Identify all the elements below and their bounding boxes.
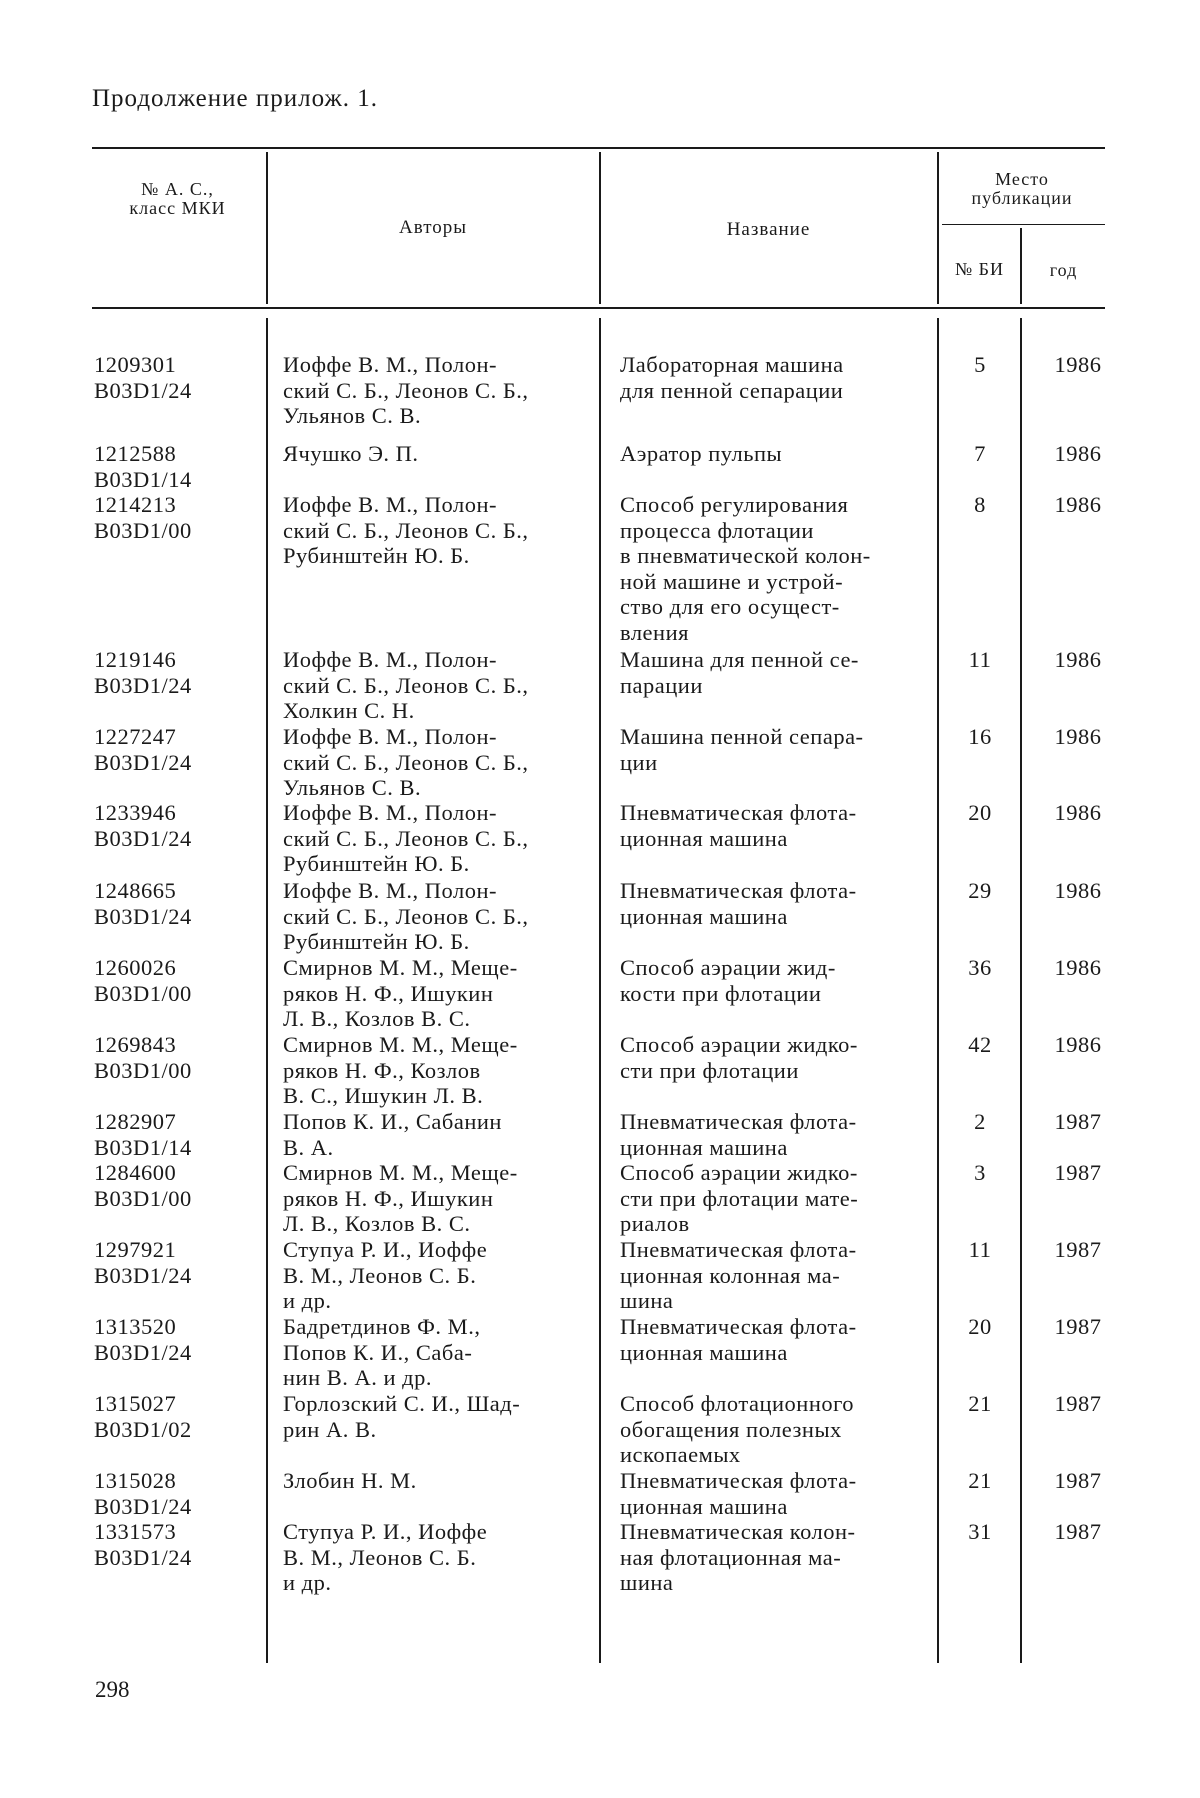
header-sub-rule bbox=[942, 224, 1105, 225]
cell-patent-number: 1331573 B03D1/24 bbox=[94, 1519, 192, 1570]
table-top-rule bbox=[92, 147, 1105, 149]
cell-invention-title: Способ регулирования процесса флотации в пневматической колон- ной машине и устрой- ство для его осущест- вления bbox=[620, 492, 871, 645]
cell-bulletin-number: 11 bbox=[968, 647, 992, 672]
cell-invention-title: Способ аэрации жидко- сти при флотации bbox=[620, 1032, 858, 1083]
cell-invention-title: Машина для пенной се- парации bbox=[620, 647, 859, 698]
cell-publication-year: 1987 bbox=[1054, 1468, 1102, 1493]
cell-publication-year: 1986 bbox=[1054, 647, 1102, 672]
cell-bulletin-number: 3 bbox=[974, 1160, 986, 1185]
cell-invention-title: Лабораторная машина для пенной сепарации bbox=[620, 352, 844, 403]
cell-bulletin-number: 21 bbox=[968, 1468, 992, 1493]
cell-patent-number: 1284600 B03D1/00 bbox=[94, 1160, 192, 1211]
cell-patent-number: 1212588 B03D1/14 bbox=[94, 441, 192, 492]
table-caption: Продолжение прилож. 1. bbox=[92, 85, 378, 112]
body-sep-4 bbox=[1020, 318, 1022, 1663]
cell-publication-year: 1986 bbox=[1054, 1032, 1102, 1057]
cell-authors: Злобин Н. М. bbox=[283, 1468, 417, 1493]
cell-authors: Смирнов М. М., Меще- ряков Н. Ф., Козлов В. С., Ишукин Л. В. bbox=[283, 1032, 518, 1108]
header-place: Место публикации bbox=[971, 169, 1073, 208]
cell-invention-title: Машина пенной сепара- ции bbox=[620, 724, 864, 775]
cell-bulletin-number: 5 bbox=[974, 352, 986, 377]
cell-publication-year: 1986 bbox=[1054, 441, 1102, 466]
cell-authors: Иоффе В. М., Полон- ский С. Б., Леонов С. Б., Рубинштейн Ю. Б. bbox=[283, 492, 529, 568]
cell-bulletin-number: 42 bbox=[968, 1032, 992, 1057]
cell-patent-number: 1282907 B03D1/14 bbox=[94, 1109, 192, 1160]
cell-patent-number: 1269843 B03D1/00 bbox=[94, 1032, 192, 1083]
cell-authors: Горлозский С. И., Шад- рин А. В. bbox=[283, 1391, 521, 1442]
cell-patent-number: 1227247 B03D1/24 bbox=[94, 724, 192, 775]
cell-patent-number: 1315027 B03D1/02 bbox=[94, 1391, 192, 1442]
cell-authors: Иоффе В. М., Полон- ский С. Б., Леонов С. Б., Ульянов С. В. bbox=[283, 352, 529, 428]
header-year: год bbox=[1049, 260, 1078, 280]
cell-patent-number: 1313520 B03D1/24 bbox=[94, 1314, 192, 1365]
cell-authors: Ступуа Р. И., Иоффе В. М., Леонов С. Б. и др. bbox=[283, 1519, 488, 1595]
cell-patent-number: 1214213 B03D1/00 bbox=[94, 492, 192, 543]
cell-publication-year: 1987 bbox=[1054, 1109, 1102, 1134]
cell-patent-number: 1233946 B03D1/24 bbox=[94, 800, 192, 851]
cell-patent-number: 1260026 B03D1/00 bbox=[94, 955, 192, 1006]
header-title: Название bbox=[726, 219, 811, 240]
cell-authors: Бадретдинов Ф. М., Попов К. И., Саба- нин В. А. и др. bbox=[283, 1314, 481, 1390]
cell-bulletin-number: 29 bbox=[968, 878, 992, 903]
cell-invention-title: Пневматическая флота- ционная машина bbox=[620, 1314, 857, 1365]
cell-invention-title: Способ аэрации жид- кости при флотации bbox=[620, 955, 836, 1006]
header-authors: Авторы bbox=[398, 217, 468, 238]
cell-patent-number: 1248665 B03D1/24 bbox=[94, 878, 192, 929]
cell-publication-year: 1987 bbox=[1054, 1314, 1102, 1339]
body-sep-1 bbox=[266, 318, 268, 1663]
cell-authors: Иоффе В. М., Полон- ский С. Б., Леонов С. Б., Рубинштейн Ю. Б. bbox=[283, 878, 529, 954]
cell-patent-number: 1297921 B03D1/24 bbox=[94, 1237, 192, 1288]
cell-invention-title: Пневматическая флота- ционная машина bbox=[620, 1109, 857, 1160]
cell-publication-year: 1987 bbox=[1054, 1519, 1102, 1544]
cell-publication-year: 1987 bbox=[1054, 1160, 1102, 1185]
cell-invention-title: Способ аэрации жидко- сти при флотации мате- риалов bbox=[620, 1160, 859, 1236]
cell-patent-number: 1209301 B03D1/24 bbox=[94, 352, 192, 403]
cell-publication-year: 1986 bbox=[1054, 878, 1102, 903]
cell-bulletin-number: 31 bbox=[968, 1519, 992, 1544]
cell-authors: Иоффе В. М., Полон- ский С. Б., Леонов С. Б., Рубинштейн Ю. Б. bbox=[283, 800, 529, 876]
cell-patent-number: 1219146 B03D1/24 bbox=[94, 647, 192, 698]
cell-authors: Попов К. И., Сабанин В. А. bbox=[283, 1109, 502, 1160]
cell-authors: Ячушко Э. П. bbox=[283, 441, 419, 466]
cell-publication-year: 1986 bbox=[1054, 800, 1102, 825]
cell-patent-number: 1315028 B03D1/24 bbox=[94, 1468, 192, 1519]
page-number: 298 bbox=[95, 1677, 130, 1702]
cell-invention-title: Способ флотационного обогащения полезных ископаемых bbox=[620, 1391, 855, 1467]
cell-publication-year: 1986 bbox=[1054, 955, 1102, 980]
cell-bulletin-number: 20 bbox=[968, 800, 992, 825]
cell-publication-year: 1986 bbox=[1054, 724, 1102, 749]
cell-authors: Ступуа Р. И., Иоффе В. М., Леонов С. Б. и др. bbox=[283, 1237, 488, 1313]
cell-authors: Смирнов М. М., Меще- ряков Н. Ф., Ишукин Л. В., Козлов В. С. bbox=[283, 955, 518, 1031]
cell-authors: Иоффе В. М., Полон- ский С. Б., Леонов С. Б., Холкин С. Н. bbox=[283, 647, 529, 723]
cell-invention-title: Пневматическая колон- ная флотационная ма- шина bbox=[620, 1519, 856, 1595]
cell-invention-title: Пневматическая флота- ционная колонная ма- шина bbox=[620, 1237, 857, 1313]
cell-bulletin-number: 11 bbox=[968, 1237, 992, 1262]
header-number: № А. С., класс МКИ bbox=[129, 179, 226, 218]
cell-invention-title: Аэратор пульпы bbox=[620, 441, 783, 466]
cell-publication-year: 1987 bbox=[1054, 1237, 1102, 1262]
cell-publication-year: 1986 bbox=[1054, 492, 1102, 517]
cell-bulletin-number: 2 bbox=[974, 1109, 986, 1134]
cell-publication-year: 1986 bbox=[1054, 352, 1102, 377]
cell-bulletin-number: 16 bbox=[968, 724, 992, 749]
cell-bulletin-number: 36 bbox=[968, 955, 992, 980]
cell-invention-title: Пневматическая флота- ционная машина bbox=[620, 1468, 857, 1519]
cell-invention-title: Пневматическая флота- ционная машина bbox=[620, 878, 857, 929]
cell-bulletin-number: 7 bbox=[974, 441, 986, 466]
header-bottom-rule bbox=[92, 307, 1105, 309]
cell-bulletin-number: 21 bbox=[968, 1391, 992, 1416]
cell-invention-title: Пневматическая флота- ционная машина bbox=[620, 800, 857, 851]
cell-bulletin-number: 8 bbox=[974, 492, 986, 517]
cell-publication-year: 1987 bbox=[1054, 1391, 1102, 1416]
cell-authors: Смирнов М. М., Меще- ряков Н. Ф., Ишукин Л. В., Козлов В. С. bbox=[283, 1160, 518, 1236]
cell-bulletin-number: 20 bbox=[968, 1314, 992, 1339]
header-bi: № БИ bbox=[954, 259, 1004, 279]
cell-authors: Иоффе В. М., Полон- ский С. Б., Леонов С. Б., Ульянов С. В. bbox=[283, 724, 529, 800]
